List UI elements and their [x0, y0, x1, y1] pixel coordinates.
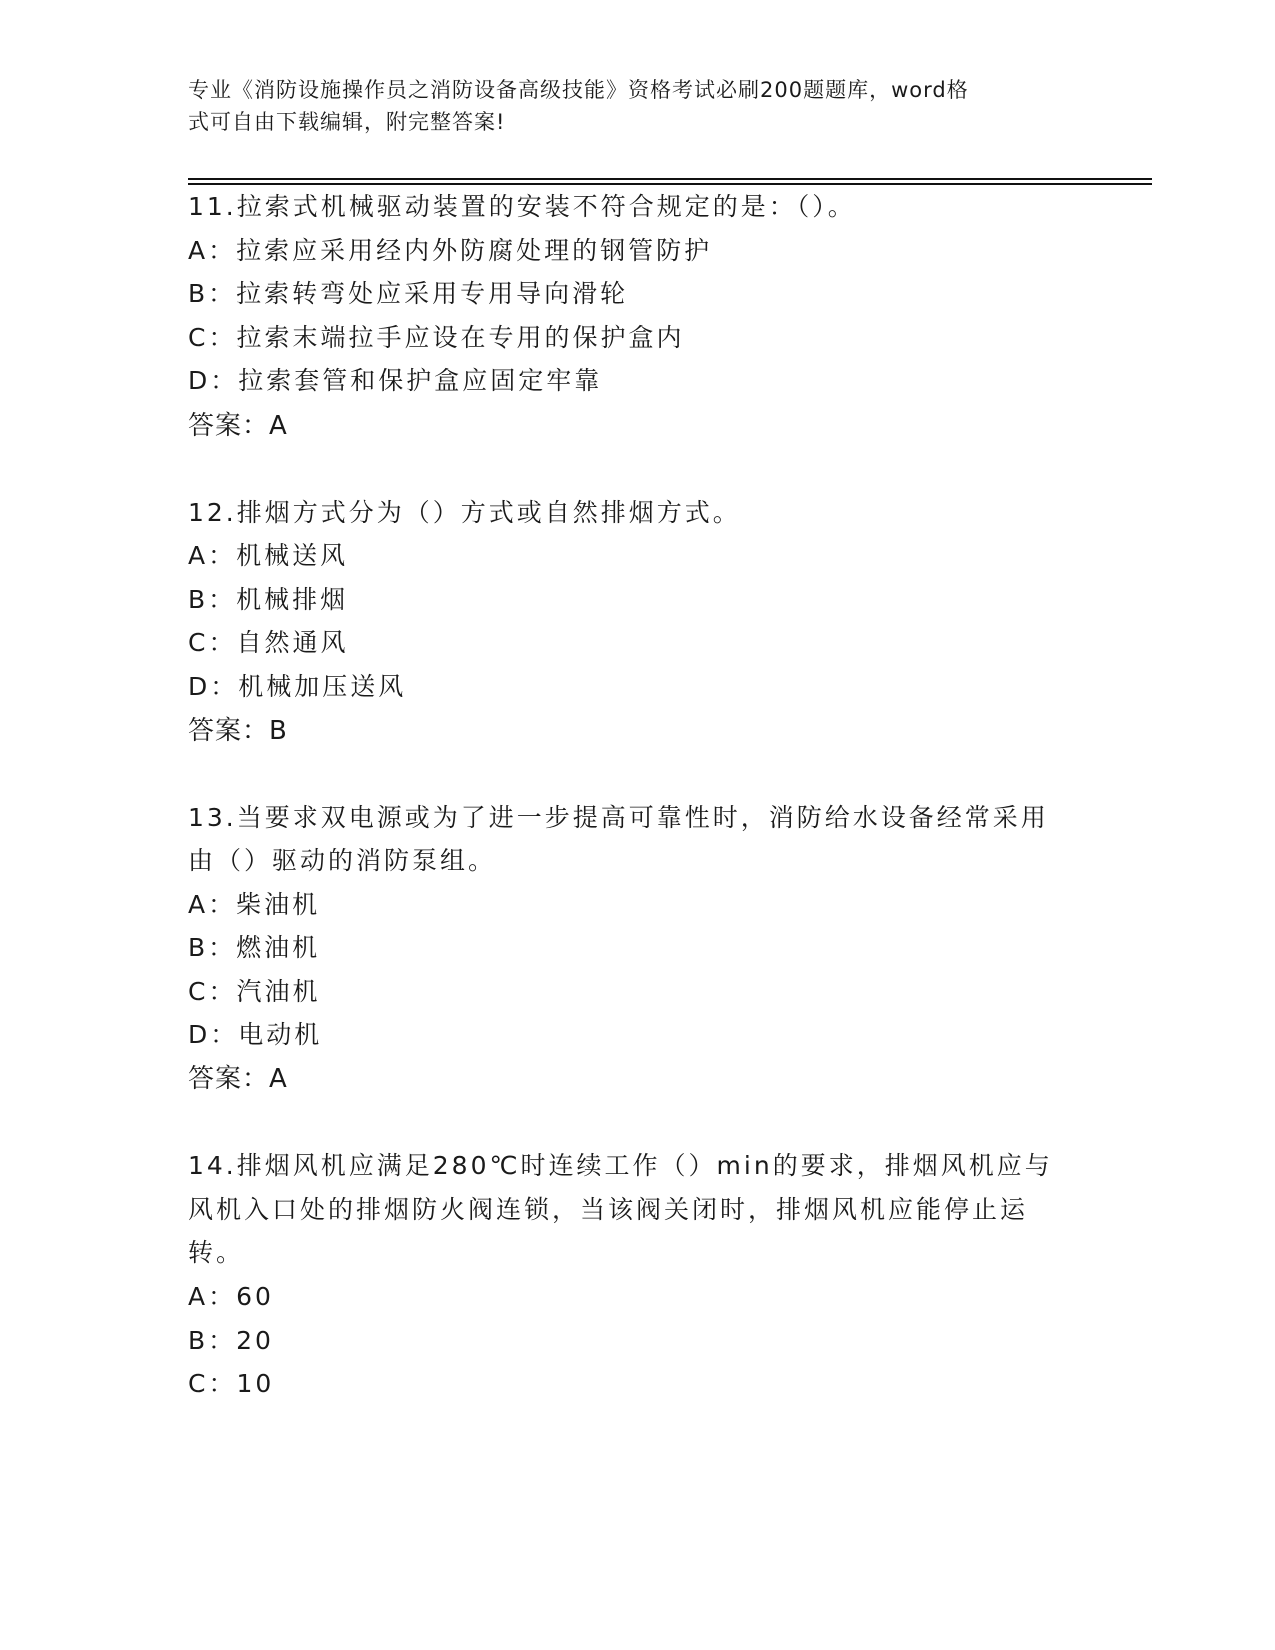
question-13-option-c: C：汽油机	[188, 977, 321, 1006]
question-14-stem-line-3: 转。	[188, 1238, 245, 1267]
question-14-option-c: C：10	[188, 1369, 275, 1398]
question-13-stem-line-1: 13.当要求双电源或为了进一步提高可靠性时，消防给水设备经常采用	[188, 803, 1049, 832]
header-divider-bottom	[188, 183, 1152, 185]
question-13-option-d: D：电动机	[188, 1020, 323, 1049]
question-11-option-a: A：拉索应采用经内外防腐处理的钢管防护	[188, 236, 713, 265]
question-14-option-a: A：60	[188, 1282, 274, 1311]
question-12-answer: 答案：B	[188, 716, 288, 746]
question-11-option-c: C：拉索末端拉手应设在专用的保护盒内	[188, 323, 685, 352]
question-12-option-d: D：机械加压送风	[188, 672, 407, 701]
question-13-stem-line-2: 由（）驱动的消防泵组。	[188, 846, 497, 875]
header-line-1: 专业《消防设施操作员之消防设备高级技能》资格考试必刷200题题库，word格	[188, 78, 969, 102]
question-14-option-b: B：20	[188, 1326, 274, 1355]
question-11-option-b: B：拉索转弯处应采用专用导向滑轮	[188, 279, 629, 308]
question-13-answer: 答案：A	[188, 1064, 288, 1094]
question-14-stem-line-2: 风机入口处的排烟防火阀连锁，当该阀关闭时，排烟风机应能停止运	[188, 1195, 1029, 1224]
question-13-option-a: A：柴油机	[188, 890, 321, 919]
question-12-option-c: C：自然通风	[188, 628, 349, 657]
question-12-option-b: B：机械排烟	[188, 585, 349, 614]
document-header	[188, 74, 1068, 138]
header-divider-top	[188, 178, 1152, 180]
question-14-stem-line-1: 14.排烟风机应满足280℃时连续工作（）min的要求，排烟风机应与	[188, 1151, 1053, 1180]
question-12-stem: 12.排烟方式分为（）方式或自然排烟方式。	[188, 498, 741, 527]
question-13-option-b: B：燃油机	[188, 933, 321, 962]
question-11-answer: 答案：A	[188, 411, 288, 441]
header-line-2: 式可自由下载编辑，附完整答案!	[188, 110, 506, 134]
question-11-stem: 11.拉索式机械驱动装置的安装不符合规定的是：（）。	[188, 192, 856, 221]
question-12-option-a: A：机械送风	[188, 541, 349, 570]
question-11-option-d: D：拉索套管和保护盒应固定牢靠	[188, 366, 603, 395]
